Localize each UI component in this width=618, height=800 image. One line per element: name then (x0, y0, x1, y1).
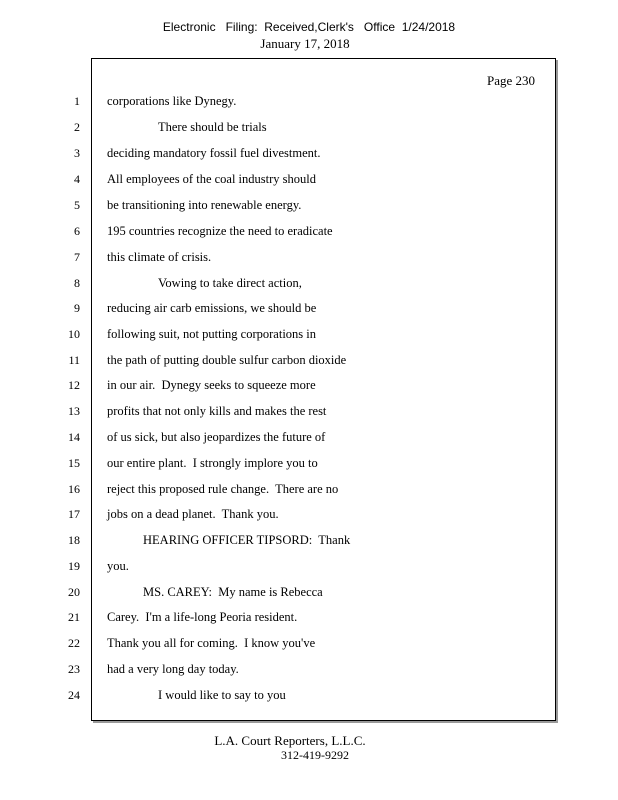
transcript-line: of us sick, but also jeopardizes the future of (107, 430, 326, 444)
line-number: 8 (74, 276, 80, 290)
transcript-line: this climate of crisis. (107, 250, 212, 264)
reporter-company: L.A. Court Reporters, L.L.C. (214, 733, 366, 748)
line-number: 11 (68, 353, 80, 367)
line-number: 19 (68, 559, 80, 573)
transcript-line: deciding mandatory fossil fuel divestment. (107, 146, 321, 160)
line-number: 18 (68, 533, 80, 547)
hearing-date: January 17, 2018 (260, 36, 350, 51)
line-number: 6 (74, 224, 80, 238)
transcript-line: HEARING OFFICER TIPSORD: Thank (143, 533, 351, 547)
transcript-line: There should be trials (158, 120, 267, 134)
line-number: 5 (74, 198, 80, 212)
line-number: 4 (74, 172, 80, 186)
line-number: 12 (68, 378, 80, 392)
transcript-line: had a very long day today. (107, 662, 239, 676)
line-number: 21 (68, 610, 80, 624)
transcript-line: be transitioning into renewable energy. (107, 198, 302, 212)
transcript-line: Thank you all for coming. I know you've (107, 636, 316, 650)
transcript-line: MS. CAREY: My name is Rebecca (143, 585, 323, 599)
transcript-line: profits that not only kills and makes the rest (107, 404, 327, 418)
line-number: 16 (68, 482, 80, 496)
transcript-line: following suit, not putting corporations in (107, 327, 317, 341)
line-number: 20 (68, 585, 80, 599)
transcript-line: 195 countries recognize the need to eradicate (107, 224, 333, 238)
line-number: 7 (74, 250, 80, 264)
line-number: 10 (68, 327, 80, 341)
line-number: 23 (68, 662, 80, 676)
filing-stamp: Electronic Filing: Received,Clerk's Office 1/24/2018 (162, 20, 456, 34)
page-number: Page 230 (486, 73, 535, 88)
transcript-line: you. (107, 559, 129, 573)
transcript-line: Carey. I'm a life-long Peoria resident. (107, 610, 298, 624)
line-number: 14 (68, 430, 80, 444)
transcript-line: the path of putting double sulfur carbon dioxide (107, 353, 347, 367)
transcript-line: in our air. Dynegy seeks to squeeze more (107, 378, 316, 392)
transcript-line: our entire plant. I strongly implore you to (107, 456, 318, 470)
transcript-line: reducing air carb emissions, we should be (107, 301, 317, 315)
reporter-phone: 312-419-9292 (281, 748, 349, 762)
line-number: 2 (74, 120, 80, 134)
line-number: 1 (74, 94, 80, 108)
transcript-line: All employees of the coal industry should (107, 172, 316, 186)
line-number: 22 (68, 636, 80, 650)
transcript-line: jobs on a dead planet. Thank you. (107, 507, 279, 521)
line-number: 15 (68, 456, 80, 470)
line-number: 3 (74, 146, 80, 160)
line-number: 9 (74, 301, 80, 315)
line-number: 13 (68, 404, 80, 418)
line-number: 24 (68, 688, 80, 702)
transcript-line: reject this proposed rule change. There are no (107, 482, 339, 496)
transcript-line: I would like to say to you (158, 688, 286, 702)
transcript-line: Vowing to take direct action, (158, 276, 302, 290)
line-number: 17 (68, 507, 80, 521)
transcript-line: corporations like Dynegy. (107, 94, 237, 108)
